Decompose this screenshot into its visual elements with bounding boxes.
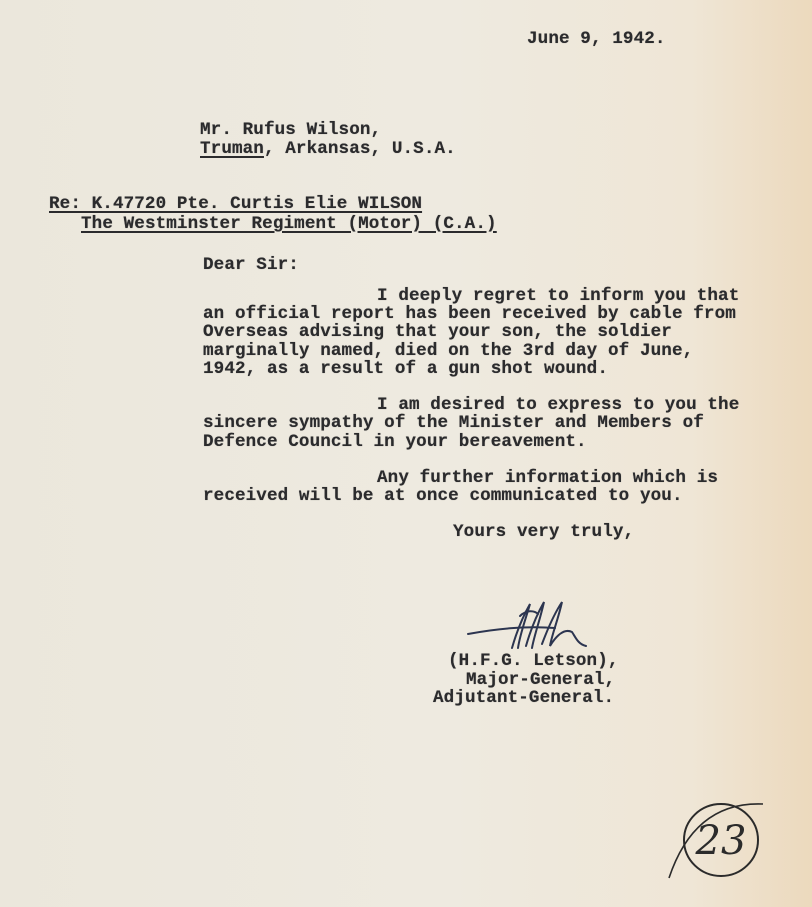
paragraph-1-line: I deeply regret to inform you that [377, 286, 740, 306]
paragraph-1-line: marginally named, died on the 3rd day of June, [203, 341, 694, 361]
paragraph-2-line: Defence Council in your bereavement. [203, 432, 587, 452]
closing: Yours very truly, [453, 522, 635, 542]
paragraph-1-line: 1942, as a result of a gun shot wound. [203, 359, 609, 379]
signatory-title: Adjutant-General. [433, 688, 615, 708]
signatory-rank: Major-General, [466, 670, 616, 690]
signatory-name: (H.F.G. Letson), [448, 651, 619, 671]
paragraph-2-line: I am desired to express to you the [377, 395, 740, 415]
salutation: Dear Sir: [203, 255, 299, 275]
paragraph-3-line: Any further information which is [377, 468, 719, 488]
page-number: 23 [695, 818, 747, 864]
subject-line-1: Re: K.47720 Pte. Curtis Elie WILSON [49, 194, 423, 214]
circled-page-number [665, 790, 775, 890]
recipient-address [200, 140, 456, 159]
recipient-name: Mr. Rufus Wilson, [200, 120, 382, 140]
paragraph-1-line: Overseas advising that your son, the soldier [203, 322, 672, 342]
recipient-town: Truman [200, 139, 264, 159]
paragraph-1-line: an official report has been received by cable from [203, 304, 736, 324]
paragraph-3-line: received will be at once communicated to you. [203, 486, 683, 506]
recipient-state: , Arkansas, U.S.A. [263, 139, 456, 159]
letter-date: June 9, 1942. [527, 29, 666, 49]
subject-line-2: The Westminster Regiment (Motor) (C.A.) [81, 214, 497, 234]
paragraph-2-line: sincere sympathy of the Minister and Members of [203, 413, 704, 433]
